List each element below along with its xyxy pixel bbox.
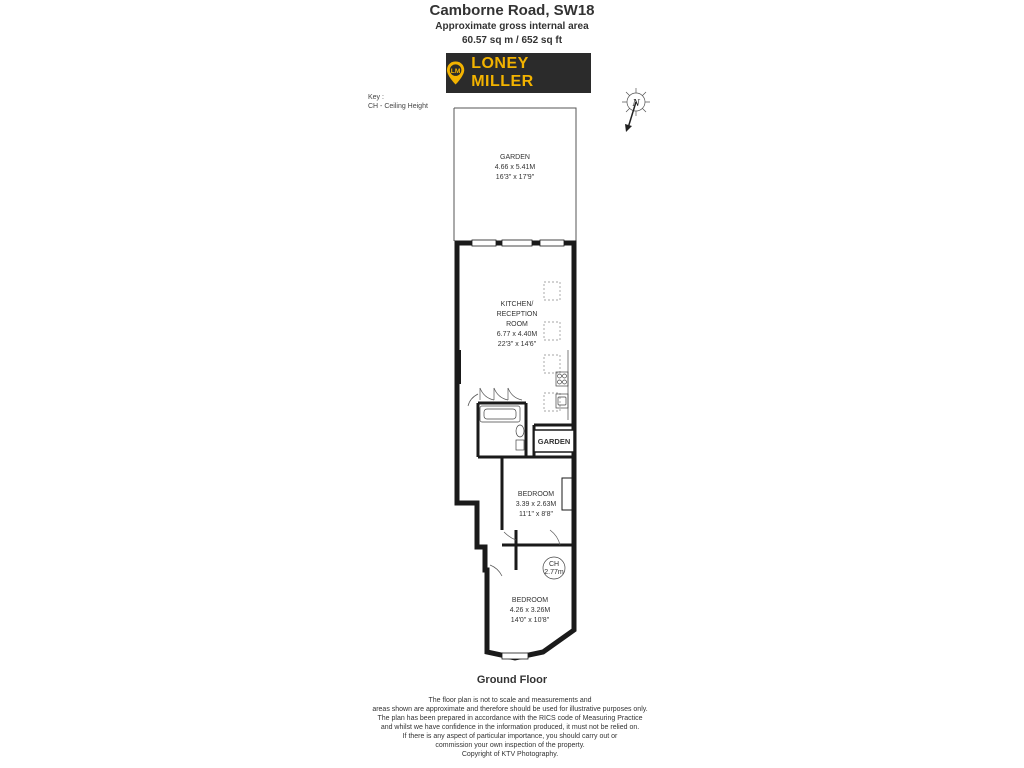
bedroom-wardrobe xyxy=(562,478,572,510)
area-subtitle: Approximate gross internal area xyxy=(435,21,589,32)
svg-text:6.77 x 4.40M: 6.77 x 4.40M xyxy=(496,331,538,338)
ceiling-height-marker xyxy=(543,557,565,579)
key-entry: CH - Ceiling Height xyxy=(368,103,428,110)
floor-label: Ground Floor xyxy=(476,674,548,686)
logo-name: LONEY MILLER xyxy=(471,55,534,90)
svg-text:11'1" x 8'8": 11'1" x 8'8" xyxy=(519,511,553,518)
map-pin-icon xyxy=(446,60,465,86)
compass-icon xyxy=(612,80,656,136)
disclaimer-line: Copyright of KTV Photography. xyxy=(461,751,559,758)
svg-text:RECEPTION: RECEPTION xyxy=(496,311,538,318)
disclaimer-line: and whilst we have confidence in the information produced, it must not be relied on. xyxy=(380,724,640,731)
disclaimer xyxy=(340,696,680,759)
svg-text:ROOM: ROOM xyxy=(506,321,528,328)
key-title: Key : xyxy=(368,94,384,101)
svg-text:KITCHEN/: KITCHEN/ xyxy=(500,301,534,308)
floor-plan xyxy=(440,100,590,666)
bay-window xyxy=(502,653,528,659)
svg-text:16'3" x 17'9": 16'3" x 17'9" xyxy=(495,174,535,181)
bedroom1-label xyxy=(516,491,557,518)
kitchen-label xyxy=(497,301,538,348)
svg-text:GARDEN: GARDEN xyxy=(500,154,530,161)
disclaimer-line: If there is any aspect of particular importance, you should carry out or xyxy=(402,733,618,740)
area-value: 60.57 sq m / 652 sq ft xyxy=(461,35,563,46)
logo-mark: LM xyxy=(450,68,461,75)
key-legend xyxy=(368,93,428,111)
property-title: Camborne Road, SW18 xyxy=(429,2,595,19)
plan-header xyxy=(0,2,1024,48)
internal-walls xyxy=(478,403,572,570)
ceiling-label: CH xyxy=(548,561,560,568)
disclaimer-line: The plan has been prepared in accordance with the RICS code of Measuring Practice xyxy=(377,715,643,722)
disclaimer-line: The floor plan is not to scale and measurements and xyxy=(428,697,592,704)
disclaimer-line: commission your own inspection of the property. xyxy=(435,742,585,749)
side-garden-label: GARDEN xyxy=(537,437,571,446)
garden-label xyxy=(495,154,536,181)
kitchen-units xyxy=(544,282,560,411)
agent-logo xyxy=(446,53,591,93)
svg-text:22'3" x 14'6": 22'3" x 14'6" xyxy=(497,341,537,348)
svg-text:14'0" x 10'8": 14'0" x 10'8" xyxy=(510,617,550,624)
compass-north-letter: N xyxy=(632,97,640,109)
sink-icon xyxy=(556,394,568,408)
svg-text:BEDROOM: BEDROOM xyxy=(511,597,549,604)
ceiling-value: 2.77m xyxy=(544,569,564,576)
disclaimer-line: areas shown are approximate and therefore should be used for illustrative purposes only. xyxy=(372,706,648,713)
bedroom2-label xyxy=(510,597,551,624)
bathroom-fittings xyxy=(480,406,524,450)
svg-text:4.66 x 5.41M: 4.66 x 5.41M xyxy=(494,164,536,171)
svg-text:3.39 x 2.63M: 3.39 x 2.63M xyxy=(515,501,557,508)
kitchen-windows xyxy=(472,240,564,246)
svg-text:BEDROOM: BEDROOM xyxy=(517,491,555,498)
hob-icon xyxy=(556,372,568,386)
svg-text:4.26 x 3.26M: 4.26 x 3.26M xyxy=(509,607,551,614)
cupboard xyxy=(455,350,461,384)
